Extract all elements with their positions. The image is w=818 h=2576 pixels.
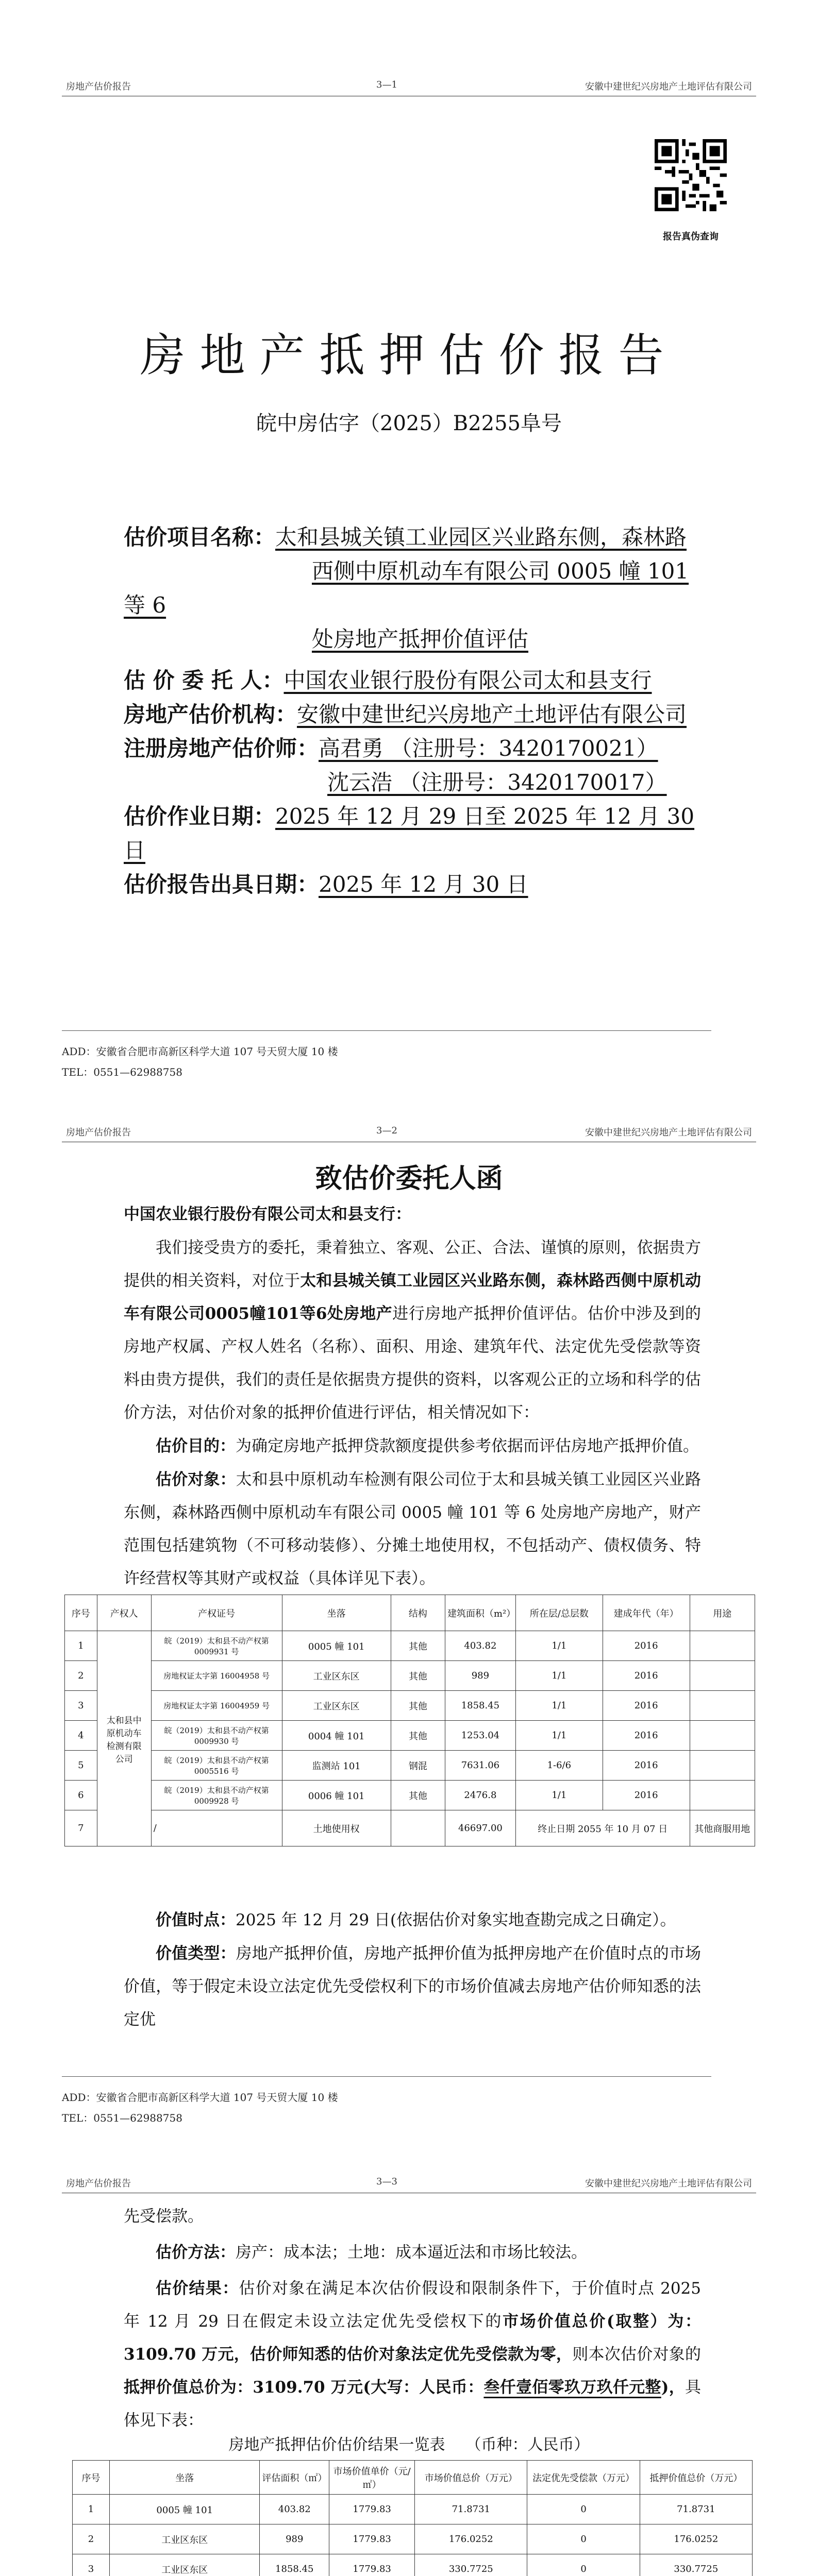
letter-title: 致估价委托人函 xyxy=(315,1163,503,1194)
page-footer xyxy=(62,2076,756,2128)
cover-page xyxy=(0,0,818,1113)
cell: 工业区东区 xyxy=(282,1691,391,1721)
cell: 46697.00 xyxy=(445,1810,515,1846)
cell: 其他 xyxy=(391,1691,445,1721)
property-table-header xyxy=(65,1595,755,1631)
agency-row xyxy=(124,698,716,732)
cell: 2016 xyxy=(603,1781,690,1810)
header-left: 房地产估价报告 xyxy=(66,81,131,92)
cell: 2016 xyxy=(603,1691,690,1721)
currency-note: （币种：人民币） xyxy=(465,2436,590,2454)
th-use: 用途 xyxy=(690,1595,755,1631)
issue-row xyxy=(124,868,716,902)
letter-intro-object: 太和县城关镇工业园区兴业路东侧，森林路西侧中原机动车有限公司0005幢101等6处房地产 xyxy=(124,1272,702,1323)
header-right: 安徽中建世纪兴房地产土地评估有限公司 xyxy=(585,1127,752,1138)
th-cert: 产权证号 xyxy=(151,1595,282,1631)
result-market-value: 市场价值总价(取整）为：3109.70 万元，估价师知悉的估价对象法定优先受偿款为零， xyxy=(124,2312,701,2364)
result-table-title: 房地产抵押估价估价结果一览表 xyxy=(228,2436,445,2454)
object-label: 估价对象： xyxy=(156,1470,236,1489)
result-close: )， xyxy=(661,2378,686,2397)
cell: 2016 xyxy=(603,1721,690,1751)
cell: 1/1 xyxy=(515,1691,603,1721)
result-page xyxy=(0,2174,818,2576)
th-no: 序号 xyxy=(65,1595,97,1631)
th-year: 建成年代（年） xyxy=(603,1595,690,1631)
th-unit-price: 市场价值单价（元/㎡） xyxy=(329,2461,415,2495)
cell: 2016 xyxy=(603,1631,690,1661)
th-structure: 结构 xyxy=(391,1595,445,1631)
object-text: 太和县中原机动车检测有限公司位于太和县城关镇工业园区兴业路东侧，森林路西侧中原机动车有限公司 0005 幢 101 等 6 处房地产房地产，财产范围包括建筑物（不可移动装修）、分摊土地使用权，不包括动产、债权债务、特许经营权等其财产或权益（具体详见下表）。 xyxy=(124,1470,702,1588)
table-row xyxy=(73,2495,753,2524)
cell: 工业区东区 xyxy=(110,2524,260,2554)
header-right: 安徽中建世纪兴房地产土地评估有限公司 xyxy=(585,2178,752,2189)
page-footer xyxy=(62,1030,756,1082)
cell xyxy=(690,1721,755,1751)
cell: 其他 xyxy=(391,1781,445,1810)
cell: 监测站 101 xyxy=(282,1751,391,1781)
value-type-paragraph xyxy=(124,1937,701,2036)
cell: 工业区东区 xyxy=(282,1661,391,1691)
agency-label: 房地产估价机构： xyxy=(124,702,297,727)
letter-page xyxy=(0,1113,818,2174)
footer-address: ADD：安徽省合肥市高新区科学大道 107 号天贸大厦 10 楼 xyxy=(62,1045,338,1058)
footer-divider xyxy=(62,2076,711,2077)
cell: 989 xyxy=(445,1661,515,1691)
appraiser-2: 沈云浩 （注册号：3420170017） xyxy=(327,770,667,795)
cell: 2 xyxy=(73,2524,110,2554)
cell: 0 xyxy=(527,2554,640,2576)
cell: 钢混 xyxy=(391,1751,445,1781)
cell: 其他 xyxy=(391,1631,445,1661)
table-row xyxy=(65,1631,755,1661)
cell: 1779.83 xyxy=(329,2495,415,2524)
qr-code-icon[interactable] xyxy=(655,139,727,211)
cell: 0004 幢 101 xyxy=(282,1721,391,1751)
cell: 2016 xyxy=(603,1661,690,1691)
cell: 2016 xyxy=(603,1751,690,1781)
client-value: 中国农业银行股份有限公司太和县支行 xyxy=(283,668,652,693)
cell: 1 xyxy=(65,1631,97,1661)
report-title: 房地产抵押估价报告 xyxy=(140,329,678,382)
value-date-label: 价值时点： xyxy=(156,1911,236,1929)
letter-intro-text: 我们接受贵方的委托，秉着独立、客观、公正、合法、谨慎的原则，依据贵方提供的相关资料，对位于 xyxy=(124,1239,701,1290)
project-line-2: 西侧中原机动车有限公司 0005 幢 101 等 6 xyxy=(124,558,689,618)
table-row xyxy=(65,1691,755,1721)
th-area: 评估面积（㎡） xyxy=(260,2461,329,2495)
method-label: 估价方法： xyxy=(156,2243,236,2262)
th-location: 坐落 xyxy=(110,2461,260,2495)
value-type-text: 房地产抵押价值，房地产抵押价值为抵押房地产在价值时点的市场价值，等于假定未设立法定优先受偿权利下的市场价值减去房地产估价师知悉的法定优 xyxy=(124,1944,702,2029)
purpose-paragraph xyxy=(124,1430,701,1463)
cell xyxy=(690,1631,755,1661)
result-paragraph xyxy=(124,2272,701,2437)
letter-intro-tail: 进行房地产抵押价值评估。估价中涉及到的房地产权属、产权人姓名（名称）、面积、用途、建筑年代、法定优先受偿款等资料由贵方提供，我们的责任是依据贵方提供的资料，以客观公正的立场和科学的估价方法，对估价对象的抵押价值进行评估，相关情况如下： xyxy=(124,1304,701,1422)
client-label: 估 价 委 托 人： xyxy=(124,668,284,693)
table-row xyxy=(65,1781,755,1810)
table-row xyxy=(73,2524,753,2554)
owner-cell: 太和县中原机动车检测有限公司 xyxy=(97,1631,151,1846)
document-number: 皖中房估字（2025）B2255阜号 xyxy=(256,412,562,435)
header-page-number: 3—2 xyxy=(376,1125,397,1136)
cell: 皖（2019）太和县不动产权第 0009930 号 xyxy=(151,1721,282,1751)
cell: 1/1 xyxy=(515,1721,603,1751)
project-line-1: 太和县城关镇工业园区兴业路东侧，森林路 xyxy=(275,524,687,550)
cell: 403.82 xyxy=(445,1631,515,1661)
cell: 其他 xyxy=(391,1661,445,1691)
page-header xyxy=(62,1123,756,1142)
value-type-label: 价值类型： xyxy=(156,1944,236,1963)
cell: 176.0252 xyxy=(640,2524,752,2554)
cell: 终止日期 2055 年 10 月 07 日 xyxy=(515,1810,690,1846)
issue-label: 估价报告出具日期： xyxy=(124,872,319,897)
footer-address: ADD：安徽省合肥市高新区科学大道 107 号天贸大厦 10 楼 xyxy=(62,2091,338,2104)
value-date-text: 2025 年 12 月 29 日(依据估价对象实地查勘完成之日确定）。 xyxy=(236,1911,676,1929)
cell: 1 xyxy=(73,2495,110,2524)
cell: 皖（2019）太和县不动产权第 0009931 号 xyxy=(151,1631,282,1661)
method-text: 房产：成本法；土地：成本逼近法和市场比较法。 xyxy=(236,2243,587,2262)
project-line-3: 处房地产抵押价值评估 xyxy=(312,626,529,652)
cell: 4 xyxy=(65,1721,97,1751)
cell: 0005 幢 101 xyxy=(282,1631,391,1661)
appraiser-1: 高君勇 （注册号：3420170021） xyxy=(319,736,658,761)
cell: 1779.83 xyxy=(329,2554,415,2576)
cell: 皖（2019）太和县不动产权第 0009928 号 xyxy=(151,1781,282,1810)
cell: 7631.06 xyxy=(445,1751,515,1781)
cell xyxy=(690,1751,755,1781)
result-text-1: 估价对象在满足本次估价假设和限制条件下，于价值时点 2025 年 12 月 29 日在假定未设立法定优先受偿权下的 xyxy=(124,2279,702,2331)
project-label: 估价项目名称： xyxy=(124,524,276,550)
page-header xyxy=(62,77,756,96)
cell: 土地使用权 xyxy=(282,1810,391,1846)
result-text-3: 具体见下表： xyxy=(124,2378,702,2430)
table-row xyxy=(65,1721,755,1751)
cell: 皖（2019）太和县不动产权第 0005516 号 xyxy=(151,1751,282,1781)
cell: 6 xyxy=(65,1781,97,1810)
footer-tel: TEL：0551—62988758 xyxy=(62,2112,182,2124)
cell: 1/1 xyxy=(515,1781,603,1810)
cell: / xyxy=(151,1810,282,1846)
period-row xyxy=(124,800,716,868)
period-label: 估价作业日期： xyxy=(124,804,276,829)
cell: 330.7725 xyxy=(415,2554,527,2576)
cell: 其他 xyxy=(391,1721,445,1751)
th-area: 建筑面积（m²） xyxy=(445,1595,515,1631)
appraiser-label: 注册房地产估价师： xyxy=(124,736,319,761)
period-value: 2025 年 12 月 29 日至 2025 年 12 月 30 日 xyxy=(124,804,695,863)
th-priority: 法定优先受偿款（万元） xyxy=(527,2461,640,2495)
result-text-2: 则本次估价对象的 xyxy=(572,2345,701,2364)
page-header xyxy=(62,2174,756,2193)
cover-info-block xyxy=(124,520,716,902)
method-paragraph xyxy=(124,2236,701,2269)
cell xyxy=(690,1661,755,1691)
object-paragraph xyxy=(124,1463,701,1595)
cell: 其他商服用地 xyxy=(690,1810,755,1846)
cell: 1/1 xyxy=(515,1631,603,1661)
th-no: 序号 xyxy=(73,2461,110,2495)
cell: 房地权证太字第 16004958 号 xyxy=(151,1661,282,1691)
result-table xyxy=(72,2460,753,2576)
purpose-label: 估价目的： xyxy=(156,1437,236,1455)
cell: 5 xyxy=(65,1751,97,1781)
table-row xyxy=(65,1661,755,1691)
result-amount-words: 叁仟壹佰零玖万玖仟元整 xyxy=(483,2378,661,2397)
cell: 1779.83 xyxy=(329,2524,415,2554)
property-table xyxy=(64,1595,755,1846)
cell: 1858.45 xyxy=(260,2554,329,2576)
result-table-header xyxy=(73,2461,753,2495)
issue-value: 2025 年 12 月 30 日 xyxy=(319,872,528,897)
letter-intro xyxy=(124,1231,701,1429)
th-market-total: 市场价值总价（万元） xyxy=(415,2461,527,2495)
value-date-paragraph xyxy=(124,1904,701,1937)
cell: 1/1 xyxy=(515,1661,603,1691)
cell: 0 xyxy=(527,2495,640,2524)
cell: 330.7725 xyxy=(640,2554,752,2576)
header-page-number: 3—3 xyxy=(376,2176,397,2187)
cell xyxy=(391,1810,445,1846)
cell: 71.8731 xyxy=(640,2495,752,2524)
cell: 7 xyxy=(65,1810,97,1846)
th-owner: 产权人 xyxy=(97,1595,151,1631)
cell xyxy=(690,1691,755,1721)
cell xyxy=(690,1781,755,1810)
header-page-number: 3—1 xyxy=(376,79,397,90)
th-floor: 所在层/总层数 xyxy=(515,1595,603,1631)
header-right: 安徽中建世纪兴房地产土地评估有限公司 xyxy=(585,81,752,92)
appraiser-row xyxy=(124,732,716,800)
result-table-caption xyxy=(0,2432,818,2454)
header-left: 房地产估价报告 xyxy=(66,2178,131,2189)
cell: 0005 幢 101 xyxy=(110,2495,260,2524)
cell: 71.8731 xyxy=(415,2495,527,2524)
cell: 1858.45 xyxy=(445,1691,515,1721)
cell: 2476.8 xyxy=(445,1781,515,1810)
result-mortgage-value: 抵押价值总价为：3109.70 万元(大写：人民币： xyxy=(124,2378,484,2397)
agency-value: 安徽中建世纪兴房地产土地评估有限公司 xyxy=(297,702,687,727)
cell: 989 xyxy=(260,2524,329,2554)
cell: 403.82 xyxy=(260,2495,329,2524)
cell: 1253.04 xyxy=(445,1721,515,1751)
cell: 0 xyxy=(527,2524,640,2554)
th-location: 坐落 xyxy=(282,1595,391,1631)
th-mortgage-total: 抵押价值总价（万元） xyxy=(640,2461,752,2495)
cell: 房地权证太字第 16004959 号 xyxy=(151,1691,282,1721)
table-row xyxy=(73,2554,753,2576)
cell: 3 xyxy=(73,2554,110,2576)
project-row xyxy=(124,520,716,656)
client-row xyxy=(124,664,716,698)
result-label: 估价结果： xyxy=(156,2279,239,2298)
purpose-text: 为确定房地产抵押贷款额度提供参考依据而评估房地产抵押价值。 xyxy=(236,1437,699,1455)
footer-tel: TEL：0551—62988758 xyxy=(62,1066,182,1078)
cell: 0006 幢 101 xyxy=(282,1781,391,1810)
qr-caption: 报告真伪查询 xyxy=(663,231,719,242)
letter-recipient: 中国农业银行股份有限公司太和县支行： xyxy=(124,1205,411,1224)
cell: 3 xyxy=(65,1691,97,1721)
value-type-continued: 先受偿款。 xyxy=(124,2207,204,2226)
cell: 2 xyxy=(65,1661,97,1691)
cell: 176.0252 xyxy=(415,2524,527,2554)
cell: 工业区东区 xyxy=(110,2554,260,2576)
table-row xyxy=(65,1751,755,1781)
footer-divider xyxy=(62,1030,711,1031)
table-row xyxy=(65,1810,755,1846)
header-left: 房地产估价报告 xyxy=(66,1127,131,1138)
cell: 1-6/6 xyxy=(515,1751,603,1781)
